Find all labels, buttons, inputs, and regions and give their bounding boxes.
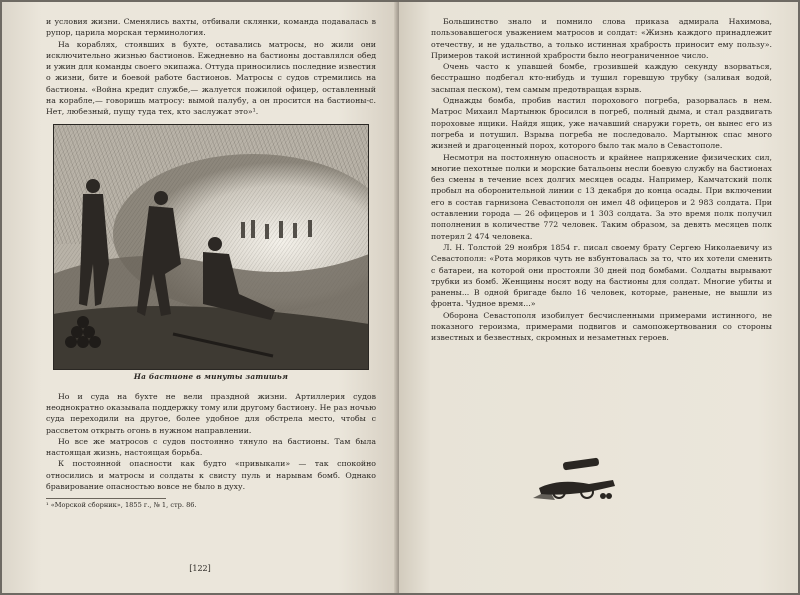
left-paragraph-1: и условия жизни. Сменялись вахты, отбивали склянки, команда подавалась в рупор, царила морская терминология. [46,17,376,38]
left-paragraph-5: К постоянной опасности как будто «привыкали» — так спокойно относились и матросы и солдаты к свисту пуль и нарывам бомб. Однако бравирование опасностью вовсе не было в духу. [46,459,376,492]
right-paragraph-2: Очень часто к упавшей бомбе, грозившей каждую секунду взорваться, бесстрашно подбегал кто-нибудь и тушил горевшую трубку (заливая водой, засыпая песком), тем самым предотвращая взрыв. [431,62,772,94]
footnote-rule [46,498,166,499]
cannon-vignette [529,450,619,502]
left-paragraph-3: Но и суда на бухте не вели праздной жизни. Артиллерия судов неоднократно оказывала поддержку тому или другому бастиону. Не раз ночью суда переходили на другое, более удобное для обстрела место, чтобы с рассветом открыть огонь в нужном направлении. [46,391,376,435]
right-paragraph-5: Л. Н. Толстой 29 ноября 1854 г. писал своему брату Сергею Николаевичу из Севастополя: «Рота моряков чуть не взбунтовалась за то, что их хотели сменить с батареи, на которой они простояли 30 дней под бомбами. Солдаты вырывают трубки из бомб. Женщины носят воду на бастионы для солдат. Многие убиты и ранены... В одной бригаде было 16 человек, которые, раненые, не вышли из фронта. Чудное время...» [431,242,772,309]
open-book [2,2,798,593]
right-paragraph-3: Однажды бомба, пробив настил порохового погреба, разорвалась в нем. Матрос Михаил Мартынюк бросился в погреб, полный дыма, и стал раздвигать пороховые ящики. Найдя ящик, уже начавший снаружи гореть, он вынес его из погреба и потушил. Взрыва погреба не последовало. Мартынюк спас много жизней и драгоценный порох, которого было так мало в Севастополе. [431,96,772,151]
footnote: ¹ «Морской сборник», 1855 г., № 1, стр. 86. [46,501,197,510]
right-page [399,2,798,593]
page-number: [122] [189,564,211,573]
right-paragraph-4: Несмотря на постоянную опасность и крайнее напряжение физических сил, многие пехотные полки и морские батальоны несли боевую службу на бастионах без смены в течение всех долгих месяцев осады. Например, Камчатский полк пробыл на оборонительной линии с 13 декабря до конца осады. При включении его в состав гарнизона Севастополя он имел 48 офицеров и 2 983 солдата. При оставлении города — 26 офицеров и 1 303 солдата. За это время полк получил пополнения в количестве 772 человек. Таким образом, за девять месяцев полк потерял 2 474 человека. [431,152,772,241]
bastion-illustration [53,124,369,370]
right-paragraph-6: Оборона Севастополя изобилует бесчисленными примерами истинного, не показного героизма, примерами подвигов и самопожертвования со стороны известных и безвестных, скромных и незаметных героев. [431,310,772,343]
right-paragraph-1: Большинство знало и помнило слова приказа адмирала Нахимова, пользовавшегося уважением матросов и солдат: «Жизнь каждого принадлежит отечеству, и не удальство, а только истинная храбрость приносит ему пользу». Примеров такой истинной храбрости было неограниченное число. [431,17,772,60]
left-paragraph-4: Но все же матросов с судов постоянно тянуло на бастионы. Там была настоящая жизнь, настоящая борьба. [46,436,376,458]
illustration-caption: На бастионе в минуты затишья [133,371,289,381]
left-paragraph-2: На кораблях, стоявших в бухте, оставались матросы, но жили они исключительно жизнью бастионов. Ежедневно на бастионы доставлялся обед и ужин для команды своего экипажа. Оттуда приносились последние известия о жизни, бите и боевой работе бастионов. Матросы с судов стремились на бастионы. «Война кредит службе,— жалуется пожилой офицер, оставленный на корабле,— говоришь матросу: вымой палубу, а он просится на бастионы-с. Нет, любезный, пущу туда тех, кто заслужат это»¹. [46,39,376,117]
left-page [2,2,398,593]
